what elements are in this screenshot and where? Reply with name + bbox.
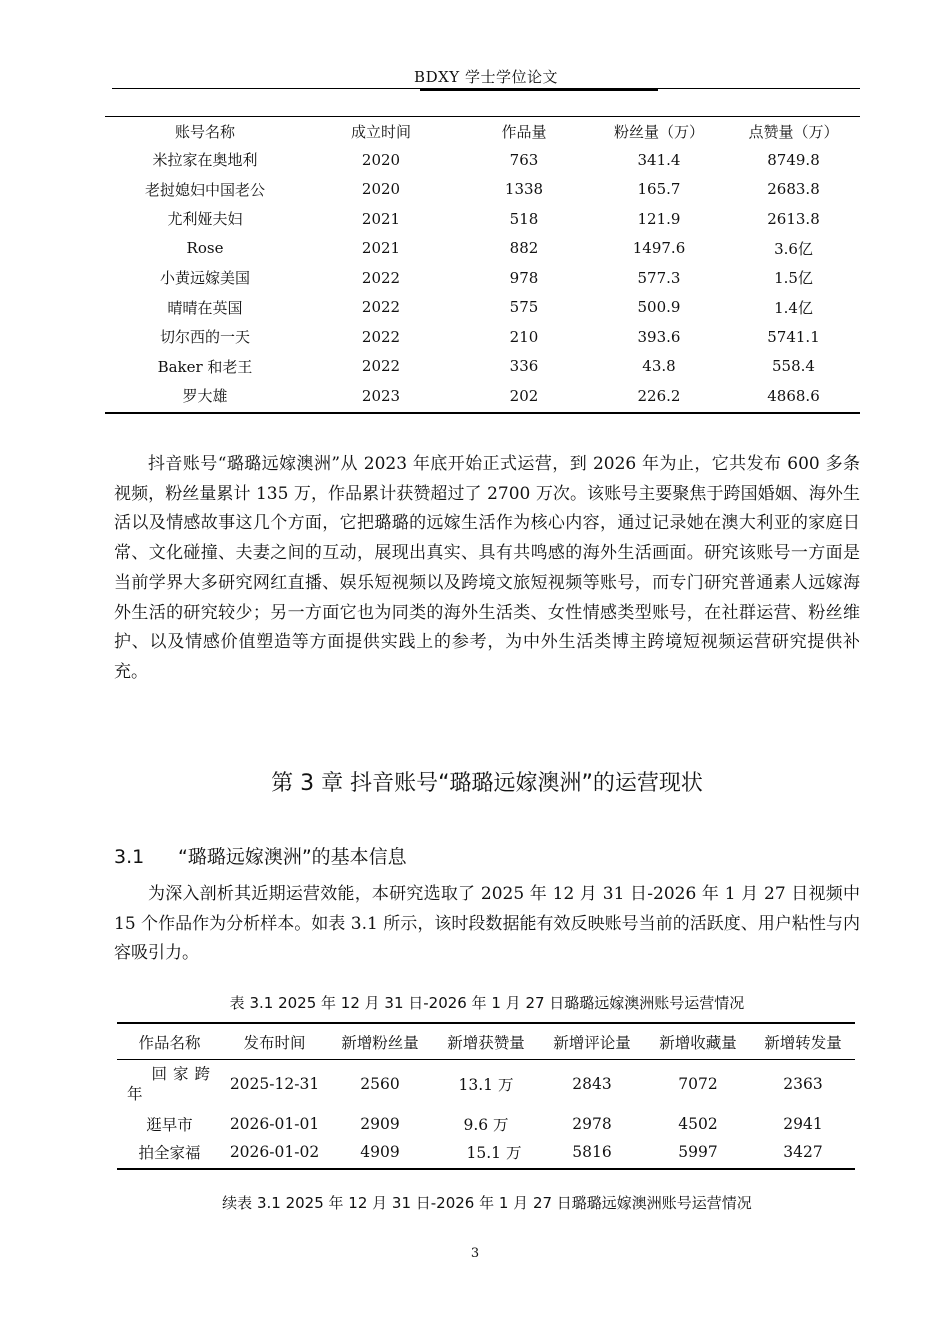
body-paragraph: 抖音账号“璐璐远嫁澳洲”从 2023 年底开始正式运营，到 2026 年为止，它共发布 600 多条视频，粉丝量累计 135 万，作品累计获赞超过了 2700 万次。该账号主要聚焦于跨国婚姻、海外生活以及情感故事这几个方面，它把璐璐的远嫁生活作为核心内容，通过记录她在澳大利亚的家庭日常、文化碰撞、夫妻之间的互动，展现出真实、具有共鸣感的海外生活画面。研究该账号一方面是当前学界大多研究网红直播、娱乐短视频以及跨境文旅短视频等账号，而专门研究普通素人远嫁海外生活的研究较少；另一方面它也为同类的海外生活类、女性情感类型账号，在社群运营、粉丝维护、以及情感价值塑造等方面提供实践上的参考，为中外生活类博主跨境短视频运营研究提供补充。: [114, 454, 860, 682]
accounts-table: [105, 117, 860, 411]
table-cell: 2026-01-02: [229, 1143, 320, 1161]
table-cell: 1.5亿: [774, 269, 813, 288]
column-header: 作品量: [501, 122, 547, 141]
table-cell: 5816: [572, 1143, 612, 1161]
table-row: [105, 293, 860, 323]
column-header: 新增粉丝量: [341, 1034, 419, 1052]
table-cell: 393.6: [637, 327, 681, 346]
table-caption-continued: 续表 3.1 2025 年 12 月 31 日-2026 年 1 月 27 日璐璐远嫁澳洲账号运营情况: [222, 1194, 752, 1212]
table-cell: 5997: [678, 1143, 718, 1161]
table-cell: 4868.6: [767, 386, 820, 405]
table-cell: 518: [509, 209, 539, 228]
table-cell: 165.7: [637, 180, 681, 199]
table-cell: 121.9: [637, 209, 681, 228]
column-header: 新增转发量: [764, 1034, 842, 1052]
table-row: [105, 234, 860, 264]
table-row: [105, 381, 860, 411]
table-cell: 晴晴在英国: [167, 298, 243, 317]
table-cell: 2021: [361, 209, 401, 228]
table-cell: 500.9: [637, 298, 681, 317]
table-cell: 1.4亿: [774, 298, 813, 317]
table-cell: 1497.6: [632, 239, 686, 258]
table-cell: 2021: [361, 239, 401, 258]
table-cell: 2613.8: [767, 209, 820, 228]
table-cell: 切尔西的一天: [159, 328, 250, 347]
table-cell: 老挝媳妇中国老公: [144, 180, 265, 199]
table-cell: 763: [509, 150, 539, 169]
table-cell: [117, 1058, 222, 1110]
table-cell: 210: [509, 327, 539, 346]
table-cell: 978: [509, 268, 539, 287]
table-cell: 罗大雄: [182, 387, 228, 406]
table-cell: 小黄远嫁美国: [159, 269, 250, 288]
table-cell: 13.1 万: [458, 1076, 514, 1094]
table-cell: 2020: [361, 180, 401, 199]
table2-header-rule: [117, 1059, 855, 1060]
table-row: [117, 1138, 855, 1166]
column-header: 点赞量（万）: [748, 122, 839, 141]
page-number: 3: [470, 1246, 480, 1261]
table-cell: 4502: [678, 1115, 718, 1133]
column-header: 粉丝量（万）: [613, 122, 704, 141]
table-cell: 5741.1: [767, 327, 820, 346]
table-cell: 4909: [360, 1143, 400, 1161]
section-number: 3.1: [114, 846, 145, 868]
column-header: 发布时间: [243, 1034, 306, 1052]
table-row: [105, 322, 860, 352]
table-row: [117, 1110, 855, 1138]
header-rule-accent: [420, 88, 658, 91]
table-cell: 2022: [361, 327, 401, 346]
table-cell: 558.4: [772, 357, 815, 376]
table-cell: 202: [509, 386, 539, 405]
table-cell: 逛早市: [146, 1116, 193, 1134]
table-cell: 2020: [361, 150, 401, 169]
table-cell: 2023: [361, 386, 401, 405]
section-title: “璐璐远嫁澳洲”的基本信息: [178, 846, 407, 868]
table-cell: 2941: [783, 1115, 823, 1133]
table-cell: 2026-01-01: [229, 1115, 320, 1133]
column-header: 作品名称: [138, 1034, 201, 1052]
table-cell: 2683.8: [767, 180, 820, 199]
table-cell: 米拉家在奥地利: [152, 151, 258, 170]
table-row: [105, 145, 860, 175]
table-cell: 2022: [361, 357, 401, 376]
table-cell: 336: [509, 357, 539, 376]
table-cell: 3427: [783, 1143, 823, 1161]
table-cell: Baker 和老王: [157, 357, 253, 376]
chapter-heading: 第 3 章 抖音账号“璐璐远嫁澳洲”的运营现状: [271, 771, 703, 796]
table-cell: 15.1 万: [466, 1144, 522, 1162]
table-row: [117, 1058, 855, 1110]
cell-line: 回家跨: [151, 1065, 216, 1083]
table-cell: 43.8: [642, 357, 676, 376]
table-cell: 2022: [361, 268, 401, 287]
column-header: 新增获赞量: [447, 1034, 525, 1052]
column-header: 账号名称: [174, 122, 235, 141]
table1-bottom-rule: [105, 412, 860, 414]
body-paragraph: 为深入剖析其近期运营效能，本研究选取了 2025 年 12 月 31 日-2026 年 1 月 27 日视频中 15 个作品作为分析样本。如表 3.1 所示，该时段数据能有效反映账号当前的活跃度、用户粘性与内容吸引力。: [114, 884, 860, 964]
table-cell: 882: [509, 239, 539, 258]
table-cell: 7072: [678, 1075, 718, 1093]
table-cell: 2022: [361, 298, 401, 317]
table-row: [105, 352, 860, 382]
section-heading: [114, 842, 407, 869]
column-header: 新增评论量: [553, 1034, 631, 1052]
column-header: 成立时间: [350, 122, 411, 141]
table-cell: 2843: [572, 1075, 612, 1093]
table-header-row: [117, 1026, 855, 1058]
table2-bottom-rule: [117, 1168, 855, 1170]
table-cell: 9.6 万: [463, 1116, 509, 1134]
table2-top-rule: [117, 1022, 855, 1024]
table-cell: 577.3: [637, 268, 681, 287]
column-header: 新增收藏量: [659, 1034, 737, 1052]
table-cell: 尤利娅夫妇: [167, 210, 243, 229]
table-cell: 341.4: [637, 150, 681, 169]
table-caption: 表 3.1 2025 年 12 月 31 日-2026 年 1 月 27 日璐璐远嫁澳洲账号运营情况: [229, 994, 745, 1012]
table-cell: 2978: [572, 1115, 612, 1133]
table-row: [105, 263, 860, 293]
table-cell: 2909: [360, 1115, 400, 1133]
table-cell: 3.6亿: [774, 239, 813, 258]
table-cell: 8749.8: [767, 150, 820, 169]
table-cell: 2560: [360, 1075, 400, 1093]
table-cell: 1338: [504, 180, 544, 199]
running-header: BDXY 学士学位论文: [414, 68, 558, 86]
table-cell: 575: [509, 298, 539, 317]
table-cell: 2363: [783, 1075, 823, 1093]
table-row: [105, 204, 860, 234]
table-cell: Rose: [186, 239, 224, 258]
table-cell: 226.2: [637, 386, 681, 405]
table-row: [105, 175, 860, 205]
table-cell: 拍全家福: [138, 1144, 201, 1162]
cell-line: 年: [127, 1085, 143, 1103]
video-stats-table: [117, 1026, 855, 1166]
table-cell: 2025-12-31: [229, 1075, 320, 1093]
table-header-row: [105, 117, 860, 145]
